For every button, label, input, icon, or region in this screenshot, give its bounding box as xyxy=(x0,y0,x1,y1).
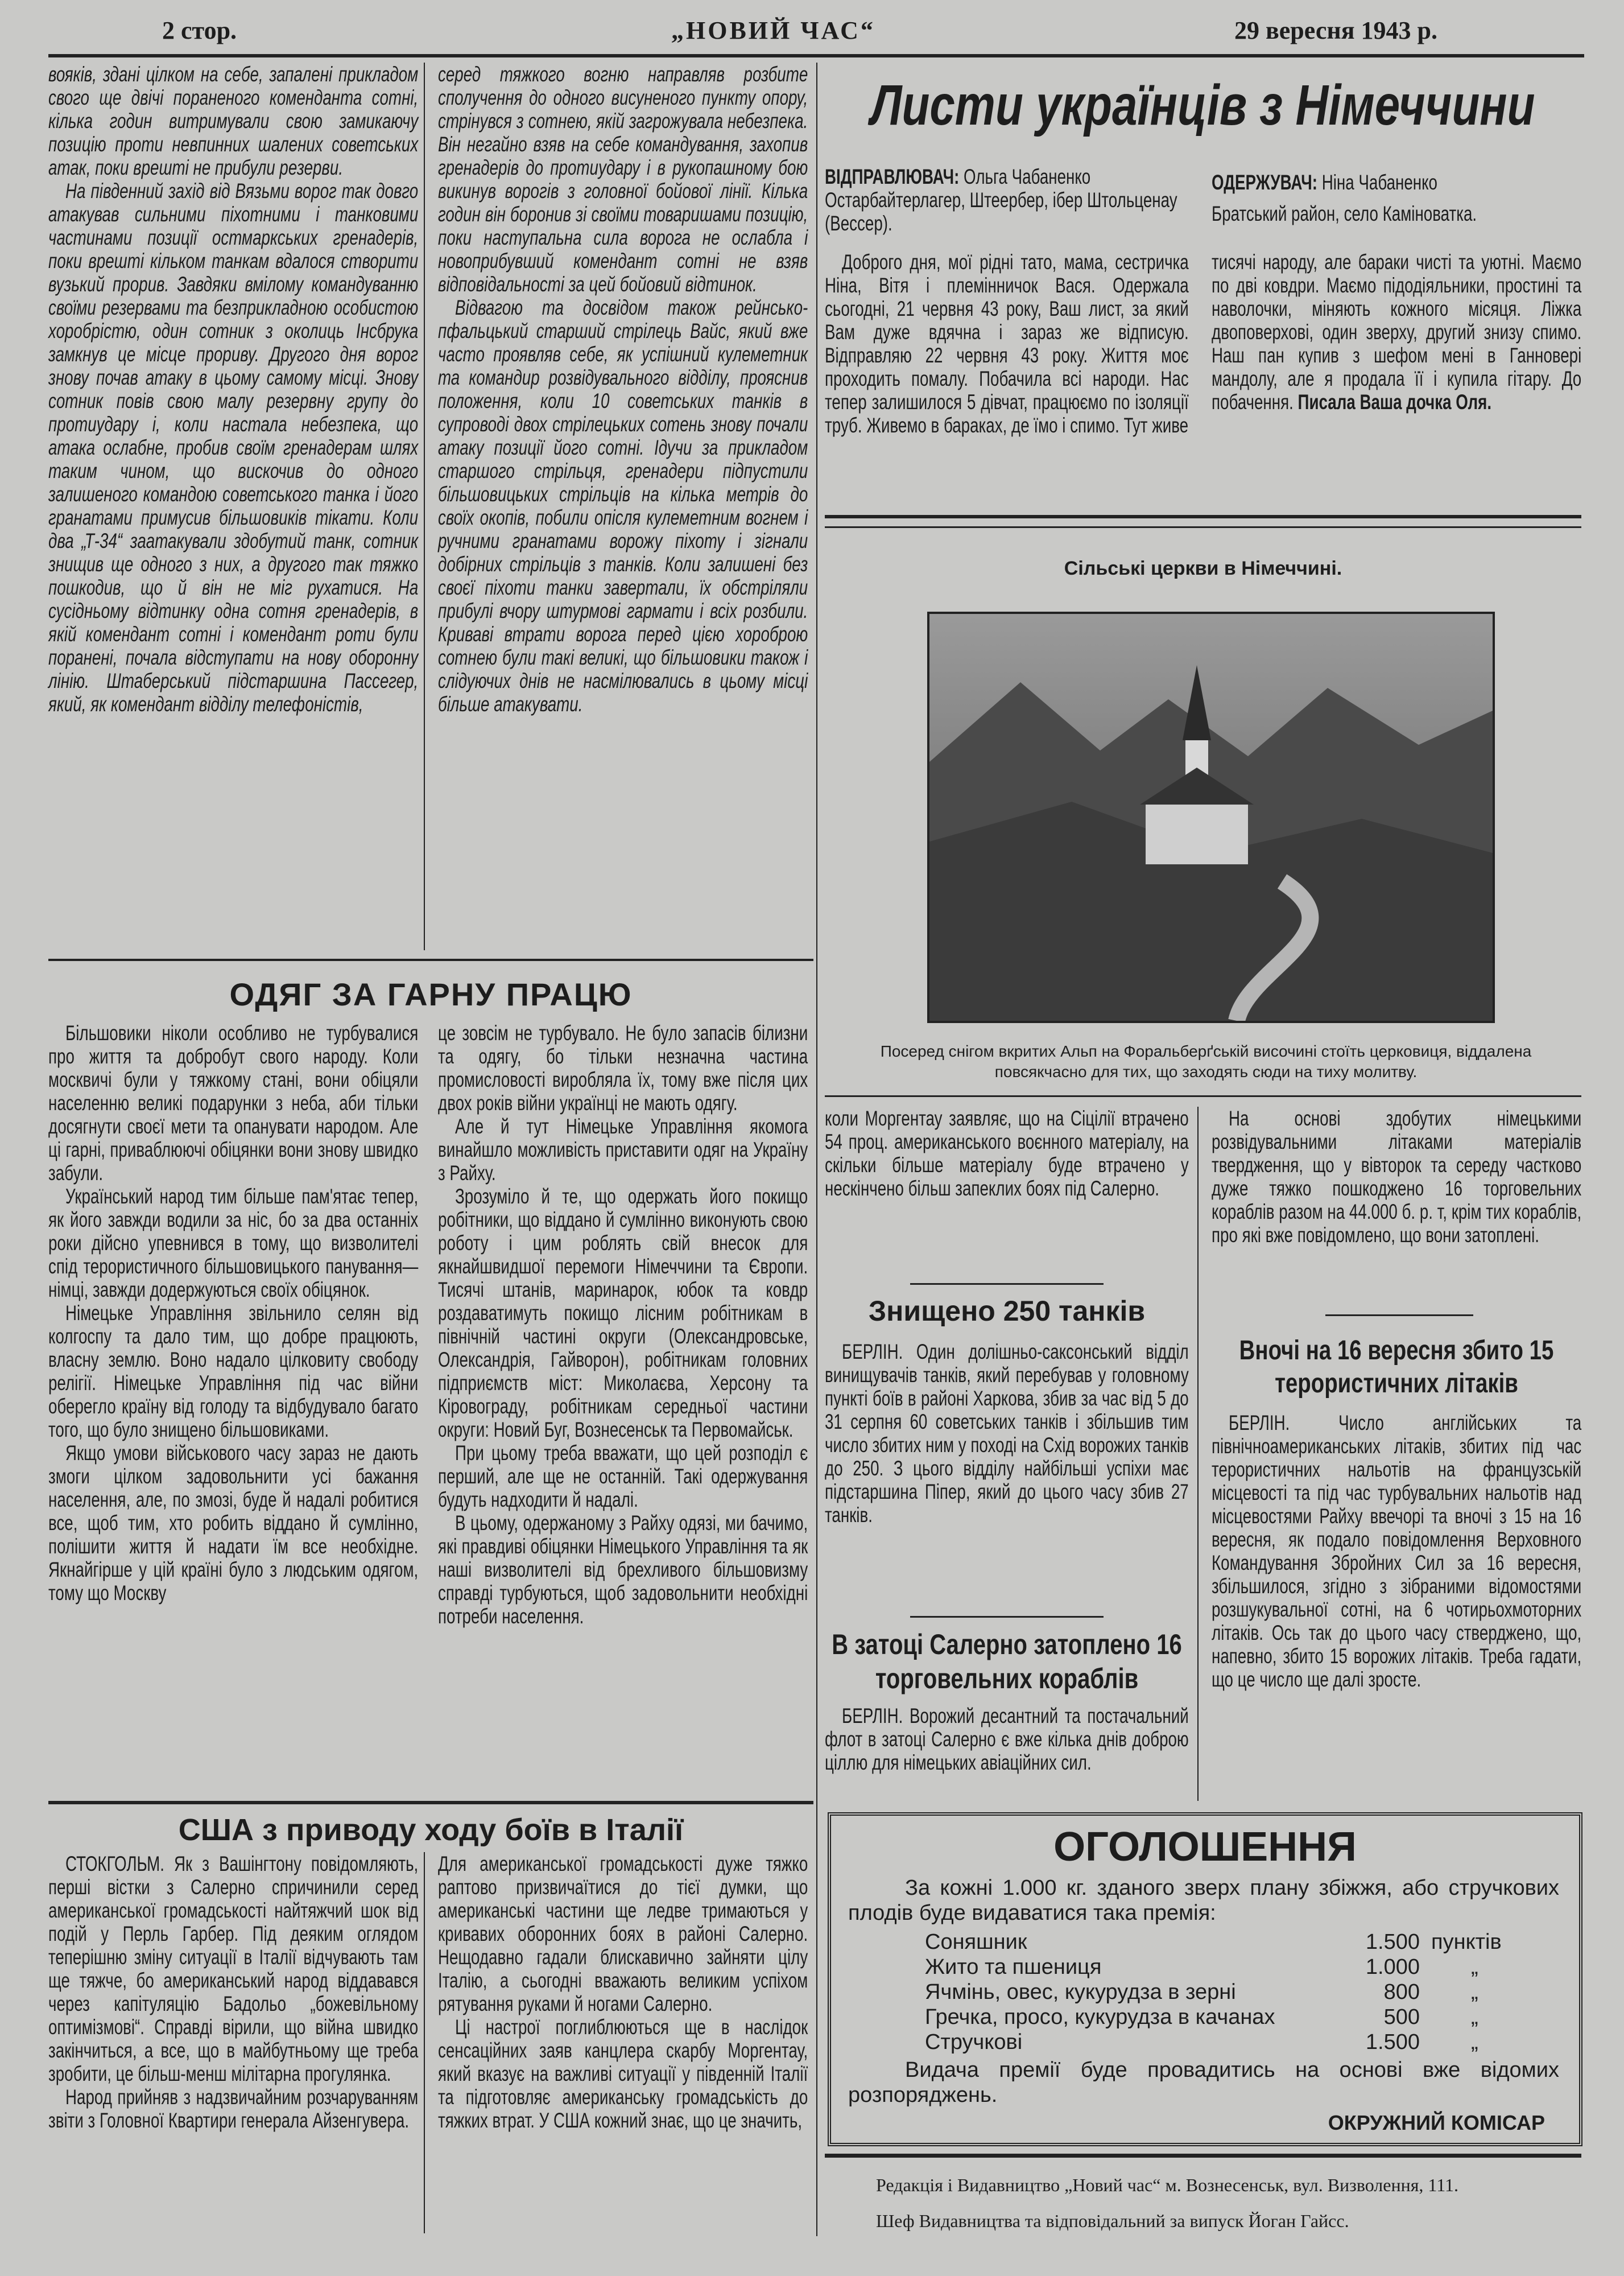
paragraph: БЕРЛІН. Число англійських та північноамериканських літаків, збитих під час терористичних нальотів на французській місцевості та під час турбувальних нальотів над місцевостями Райху ввечорі та вночі з 15 на 16 вересня, як подало повідомлення Верховного Командування Збройних Сил за 16 вересня, збільшилося, згідно з зібраними відомостями розшукувальної сотні, на 6 чотирьохмоторних літаків. Ось так до цього часу стверджено, що, напевно, збито 15 ворожих літаків. Треба гадати, що це число ще далі зросте. xyxy=(1212,1411,1582,1691)
letter-sender xyxy=(825,165,1177,235)
paragraph: Але й тут Німецьке Управління якомога винайшло можливість приставити одяг на Україну з Райху. xyxy=(438,1115,808,1185)
paragraph: Ці настрої поглиблюються ще в наслідок сенсаційних заяв канцлера скарбу Моргентау, який вказує на важливі ситуації у південній Італії та підготовляє американську громадськість до тяжких втрат. У США кожний знає, що це значить, xyxy=(438,2015,808,2132)
newspaper-name: „НОВИЙ ЧАС“ xyxy=(671,17,875,44)
section-rule xyxy=(825,515,1581,518)
letter-signature: Писала Ваша дочка Оля. xyxy=(1297,390,1492,414)
footer-editor: Шеф Видавництва та відповідальний за випуск Йоган Гайсс. xyxy=(876,2211,1349,2231)
header-rule xyxy=(48,54,1584,57)
paragraph: При цьому треба вважати, що цей розподіл є перший, але ще не останній. Такі одержування будуть надходити й надалі. xyxy=(438,1441,808,1511)
sender-label: ВІДПРАВЛЮВАЧ: xyxy=(825,165,960,188)
ships-body xyxy=(825,1704,1189,1774)
paragraph: Український народ тим більше пам'ятає тепер, як його завжди водили за ніс, бо за два останніх роки дійсно упевнився в тому, що визволителі спід терористичного більшовицького панування—німці, завжди додержуються своїх обіцянок. xyxy=(48,1185,419,1301)
crop: Гречка, просо, кукурудза в качанах xyxy=(925,2005,1275,2029)
article-col-2 xyxy=(438,63,808,716)
column-divider xyxy=(424,1852,425,2233)
premium-row xyxy=(925,2030,1556,2055)
salerno-cont-col-1 xyxy=(825,1107,1189,1200)
section-rule xyxy=(825,526,1581,528)
receiver-name: Ніна Чабаненко xyxy=(1321,171,1437,194)
photo-title: Сільські церкви в Німеччині. xyxy=(1064,558,1342,579)
paragraph: Зрозуміло й те, що одержать його покищо робітники, що віддано й сумлінно виконують свою роботу і цим роблять свій внесок для якнайшвидшої перемоги Німеччини та Європи. Тисячі штанів, маринарок, юбок та ковдр роздаватимуть покищо лісним робітникам в північній частині округи (Олександровське, Олександрія, Гайворон), робітникам головних підприємств міст: Миколаєва, Херсону та Кіровограду, робітникам середньої частини округи: Новий Буг, Вознесенськ та Первомайськ. xyxy=(438,1185,808,1441)
unit: „ xyxy=(1471,1955,1478,1979)
premium-row xyxy=(925,1955,1556,1980)
letters-title: Листи українців з Німеччини xyxy=(870,73,1535,137)
premium-row xyxy=(925,1980,1556,2005)
points: 1.000 xyxy=(1365,1955,1420,1979)
paragraph: БЕРЛІН. Один долішньо-саксонський відділ винищувачів танків, який перебував у головному пункті боїв в районі Харкова, збив за час від 5 до 31 серпня 60 советських танків і збільшив тим число збитих ним у поході на Схід ворожих танків до 250. З цього відділу найбільші успіхи має підстаршина Піпер, який до цього часу збив 27 танків. xyxy=(825,1340,1189,1527)
article-col-1 xyxy=(48,63,418,716)
tanks-title: Знищено 250 танків xyxy=(868,1295,1146,1327)
usa-col-2 xyxy=(438,1852,808,2132)
points: 1.500 xyxy=(1365,2030,1420,2054)
points: 800 xyxy=(1383,1980,1420,2004)
unit: „ xyxy=(1471,1980,1478,2004)
announcement-outro: Видача премії буде провадитись на основі вже відомих розпоряджень. xyxy=(848,2058,1559,2107)
points: 500 xyxy=(1383,2005,1420,2029)
premium-row xyxy=(925,1929,1556,1955)
column-divider xyxy=(816,63,817,2236)
column-divider xyxy=(1197,1107,1199,1801)
ships-title: В затоці Салерно затоплено 16 торговельних кораблів xyxy=(832,1628,1182,1694)
planes-body xyxy=(1212,1411,1581,1691)
footer-rule xyxy=(825,2154,1581,2158)
unit: „ xyxy=(1471,2005,1478,2029)
paragraph: Більшовики ніколи особливо не турбувалися про життя та добробут свого народу. Коли москвичі були у тяжкому стані, вони обіцяли населенню великі подарунки з неба, аби тільки досягнути своєї мети та опанувати народом. Але ці гарні, приваблюючі обіцянки вони знову швидко забули. xyxy=(48,1021,419,1185)
announcement-box xyxy=(828,1812,1582,2146)
paragraph: вояків, здані цілком на себе, запалені прикладом свого ще двічі пораненого коменданта сотні, кілька годин витримували свою замикаючу позицію проти невпинних шалених советських атак, поки врешті не прибули резерви. xyxy=(48,63,419,179)
salerno-cont-col-2 xyxy=(1212,1107,1581,1247)
photo-caption: Посеред снігом вкритих Альп на Форальберґській височині стоїть церковиця, віддалена повсякчасно для тих, що заходять сюди на тиху молитву. xyxy=(880,1042,1532,1081)
unit: пунктів xyxy=(1431,1930,1502,1954)
paragraph: СТОКГОЛЬМ. Як з Вашінгтону повідомляють, перші вістки з Салерно спричинили серед американської громадськості найтяжчий шок від подій у Перль Гарбер. Під деяким оглядом теперішню зміну ситуації в Італії відчувають там ще тяжче, бо американський народ віддавався через капітуляцію Бадольо „божевільному оптимізмові“. Справді вірили, що війна швидко закінчиться, а все, що в майбутньому ще треба зробити, це більш-менш мілітарна прогулянка. xyxy=(48,1852,419,2085)
paragraph: В цьому, одержаному з Райху одязі, ми бачимо, які правдиві обіцянки Німецького Управління та як наші визволителі від брехливого більшовизму справді турбуються, щоб задовольнити необхідні потреби населення. xyxy=(438,1511,808,1628)
paragraph: Відвагою та досвідом також рейнсько-пфальцький старший стрілець Вайс, який вже часто проявляв себе, як успішний кулеметник та командир розвідувального відділу, прояснив положення, коли 10 советських танків в супроводі двох стрілецьких сотень знову почали атаку позиції його сотні. Ідучи за прикладом старшого стрільця, гренадери підпустили більшовицьких стрільців на кілька метрів до своїх окопів, побили опісля кулеметним вогнем і ручними гранатами ворожу піхоту і зігнали добірних стрільців з танків. Коли залишені без своєї піхоти танки завертали, їх обстріляли прибулі вчору штурмові гармати і всіх розбили. Криваві втрати ворога перед цією хороброю сотнею були такі великі, що більшовики також і слідуючих днів не насмілювались в цьому місці більше атакувати. xyxy=(438,296,808,716)
paragraph: Доброго дня, мої рідні тато, мама, сестричка Ніна, Вітя і племінничок Вася. Одержала сьогодні, 21 червня 43 року, Ваш лист, за який Вам дуже вдячна і зараз же відписую. Відправляю 22 червня 43 року. Життя моє проходить помалу. Побачила всі народи. Нас тепер залишилося 5 дівчат, працюємо по ізоляції труб. Живемо в бараках, де їмо і спимо. Тут живе xyxy=(825,250,1189,437)
sender-value: Ольга Чабаненко Остарбайтерлагер, Штеербер, ібер Штольценау (Вессер). xyxy=(825,165,1177,235)
paragraph: На основі здобутих німецькими розвідувальними літаками матеріалів твердження, що у вівторок та середу частково дуже тяжко пошкоджено 16 торговельних кораблів разом на 44.000 б. р. т, крім тих кораблів, про які вже повідомлено, що вони затоплені. xyxy=(1212,1107,1582,1247)
divider xyxy=(910,1616,1104,1618)
paragraph: Для американської громадськості дуже тяжко раптово призвичаїтися до тієї думки, що американські частини ще ледве тримаються у кривавих оборонних боях в районі Салерно. Нещодавно гадали блискавично зайняти цілу Італію, а сьогодні вважають великим успіхом рятування руками й ногами Салерно. xyxy=(438,1852,808,2015)
section-rule xyxy=(48,959,813,961)
paragraph: Народ прийняв з надзвичайним розчаруванням звіти з Головної Квартири генерала Айзенгувера. xyxy=(48,2085,419,2132)
page-number: 2 стор. xyxy=(162,17,237,44)
crop: Ячмінь, овес, кукурудза в зерні xyxy=(925,1980,1236,2004)
announcement-signature: ОКРУЖНИЙ КОМІСАР xyxy=(1328,2111,1545,2134)
paragraph: Німецьке Управління звільнило селян від колгоспу та дало тим, що добре працюють, власну землю. Воно надало цілковиту свободу релігії. Німецьке Управління під час війни оберегло країну від голоду та відбудувало багато того, що було знищено більшовиками. xyxy=(48,1301,419,1441)
tanks-body xyxy=(825,1340,1189,1527)
paragraph: серед тяжкого вогню направляв розбите сполучення до одного висуненого пункту опору, стрінувся з сотнею, якій загрожувала небезпека. Він негайно взяв на себе командування, захопив гренадерів до протиудару і в рукопашному бою викинув ворогів з головної бойової лінії. Кілька годин він боронив зі своїми товаришами позицію, поки наступальна сила ворога не ослабла і новоприбувший комендант сотні не взяв відповідальності за цей бойовий відтинок. xyxy=(438,63,808,296)
paragraph: На південний захід від Вязьми ворог так довго атакував сильними піхотними і танковими частинами позиції остмаркських гренадерів, поки врешті кільком танкам вдалося створити вузький прорив. Завдяки вмілому командуванню своїми резервами та безприкладною особистою хоробрістю, один сотник з околиць Інсбрука замкнув це місце прориву. Другого дня ворог знову почав атаку в цьому самому місці. Знову сотник повів свою малу резервну групу до протиудару і, коли настала небезпека, що атака ослабне, пробив своїм гренадерам шлях таким чином, що вискочив до одного залишеного командою советського танка і його гранатами примусив більшовиків тікати. Коли два „Т-34“ заатакували здобутий танк, сотник знищив ще одного з них, а другого так тяжко пошкодив, що й він не міг рухатися. На сусідньому відтинку одна сотня гренадерів, в якій комендант сотні і комендант роти були поранені, почала відступати на нову оборонну лінію. Штаберський підстаршина Пассегер, який, як комендант відділу телефоністів, xyxy=(48,179,419,716)
paragraph: це зовсім не турбувало. Не було запасів білизни та одягу, бо тільки незначна частина промисловості виробляла їх, тому вже після цих двох років війни українці не мають одягу. xyxy=(438,1021,808,1115)
paragraph: коли Моргентау заявляє, що на Сіцілії втрачено 54 проц. американського воєнного матеріалу, на скільки більше матеріалу буде втрачено у нескінчено більш запеклих боях під Салерно. xyxy=(825,1107,1189,1200)
announcement-title: ОГОЛОШЕННЯ xyxy=(1053,1824,1357,1870)
announcement-intro: За кожні 1.000 кг. зданого зверх плану збіжжя, або стручкових плодів буде видаватися така премія: xyxy=(848,1876,1559,1925)
unit: „ xyxy=(1471,2030,1478,2054)
letter-col-1 xyxy=(825,250,1189,437)
premium-row xyxy=(925,2005,1556,2030)
clothes-title: ОДЯГ ЗА ГАРНУ ПРАЦЮ xyxy=(229,976,633,1012)
points: 1.500 xyxy=(1365,1930,1420,1954)
paragraph: Якщо умови військового часу зараз не дають змоги цілком задовольнити усі бажання населення, але, по змозі, буде й надалі робитися все, щоб тим, хто робить віддано й сумлінно, полішити життя й надати їм все необхідне. Якнайгірше у цій країні було з людським одягом, тому що Москву xyxy=(48,1441,419,1605)
usa-title: США з приводу ходу боїв в Італії xyxy=(178,1813,684,1847)
church-photo xyxy=(927,612,1495,1023)
crop: Стручкові xyxy=(925,2030,1023,2054)
crop: Соняшник xyxy=(925,1930,1027,1954)
clothes-col-1 xyxy=(48,1021,418,1605)
usa-col-1 xyxy=(48,1852,418,2132)
crop: Жито та пшениця xyxy=(925,1955,1102,1979)
section-rule xyxy=(48,1801,813,1804)
issue-date: 29 вересня 1943 р. xyxy=(1234,17,1437,44)
divider xyxy=(910,1283,1104,1285)
footer-publisher: Редакція і Видавництво „Новий час“ м. Вознесенськ, вул. Визволення, 111. xyxy=(876,2175,1459,2195)
column-divider xyxy=(424,63,425,950)
letter-receiver xyxy=(1212,171,1581,225)
receiver-label: ОДЕРЖУВАЧ: xyxy=(1212,171,1317,194)
paragraph: БЕРЛІН. Ворожий десантний та постачальний флот в затоці Салерно є вже кілька днів доброю ціллю для німецьких авіаційних сил. xyxy=(825,1704,1189,1774)
clothes-col-2 xyxy=(438,1021,808,1628)
premium-table xyxy=(925,1929,1556,2055)
divider xyxy=(1325,1314,1473,1316)
planes-title: Вночі на 16 вересня збито 15 терористичних літаків xyxy=(1239,1335,1554,1399)
receiver-address: Братський район, село Каміноватка. xyxy=(1212,202,1477,225)
section-rule xyxy=(825,1095,1581,1097)
letter-text: тисячі народу, але бараки чисті та уютні. Маємо по дві ковдри. Маємо підодіяльники, простині та наволочки, міняють кожного місяця. Ліжка двоповерхові, один зверху, другий знизу спимо. Наш пан купив з шефом мені в Ганновері мандолу, але я продала її і купила гітару. До побачення. xyxy=(1212,250,1582,414)
letter-col-2 xyxy=(1212,250,1581,414)
